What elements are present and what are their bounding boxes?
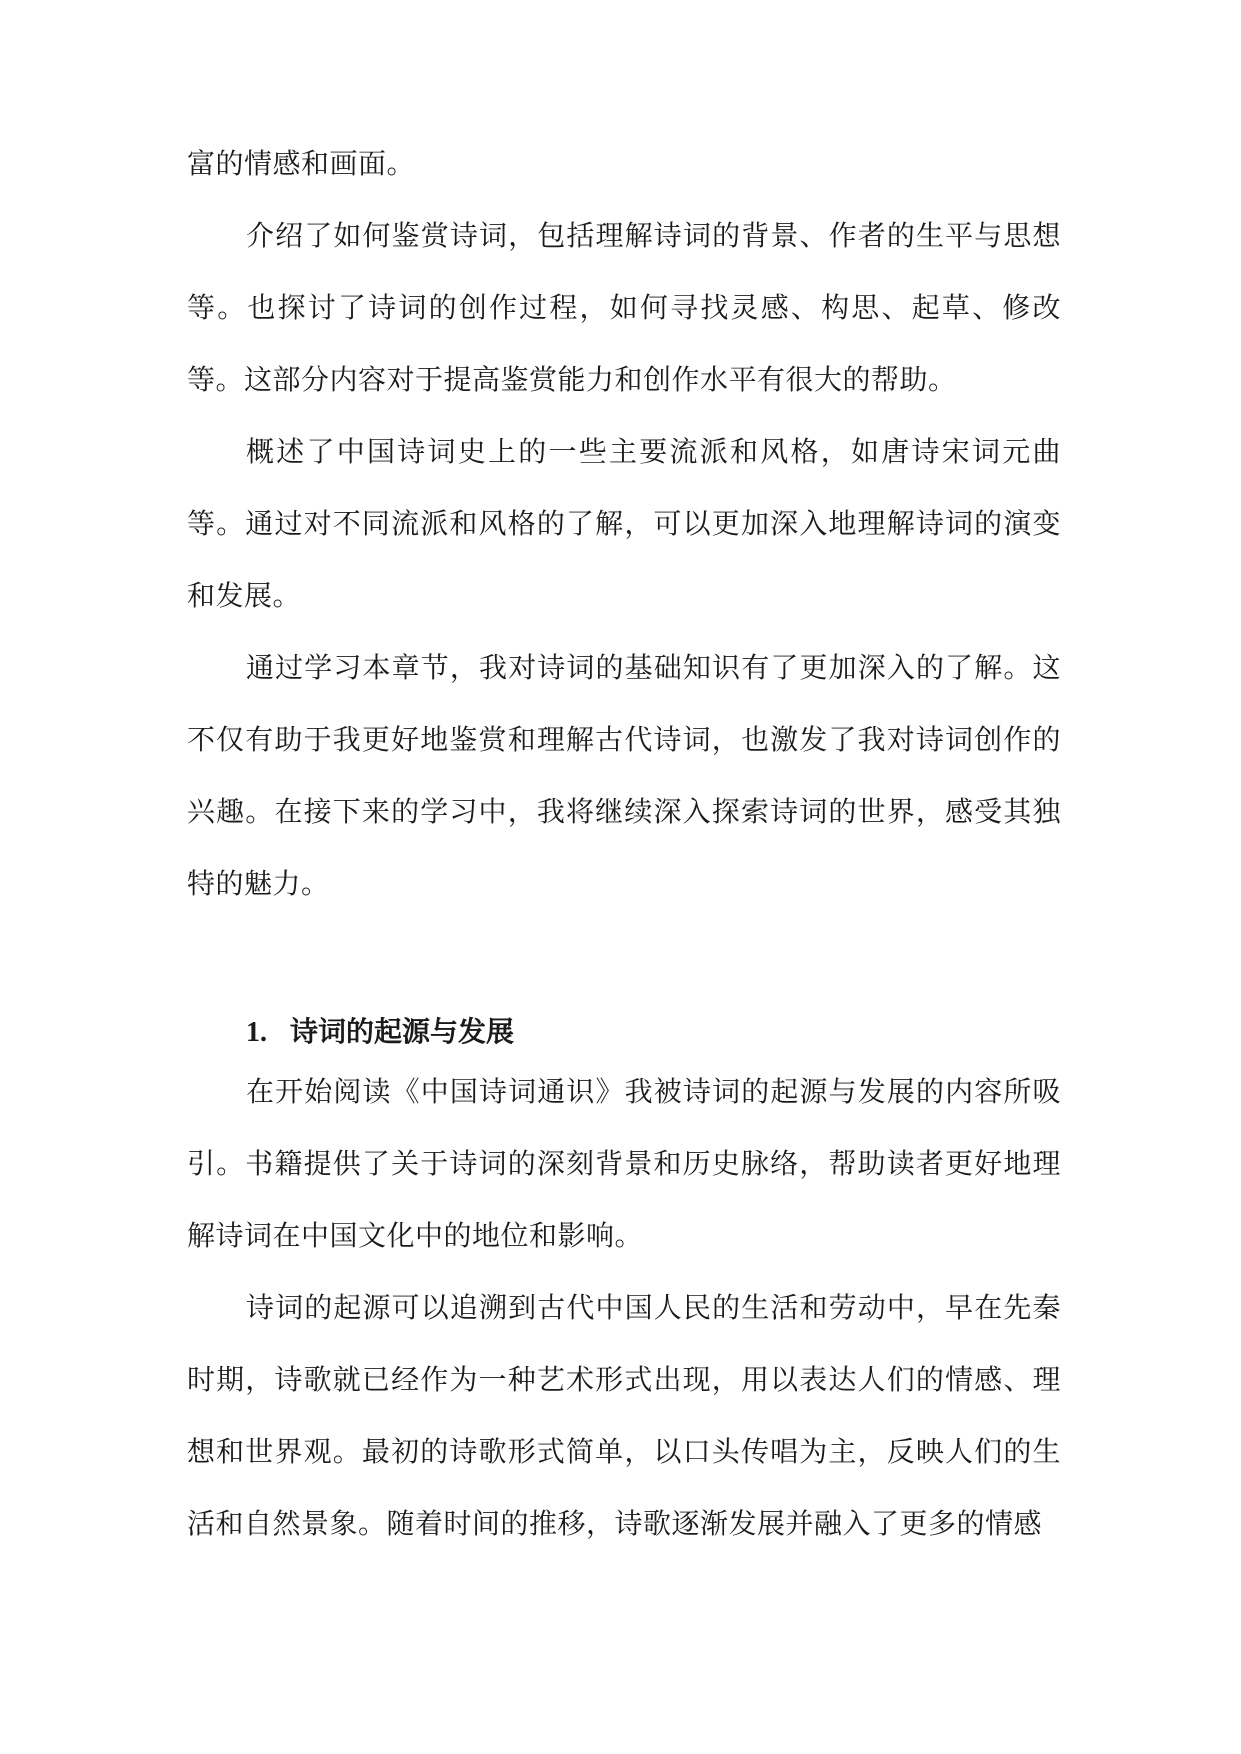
paragraph-reading-intro: 在开始阅读《中国诗词通识》我被诗词的起源与发展的内容所吸引。书籍提供了关于诗词的深刻背景和历史脉络，帮助读者更好地理解诗词在中国文化中的地位和影响。: [187, 1075, 1061, 1252]
section-heading: [246, 1008, 514, 1057]
paragraph-schools-styles: 概述了中国诗词史上的一些主要流派和风格，如唐诗宋词元曲等。通过对不同流派和风格的了解，可以更加深入地理解诗词的演变和发展。: [187, 435, 1061, 612]
section-title: 诗词的起源与发展: [290, 1015, 515, 1048]
paragraph-origins: 诗词的起源可以追溯到古代中国人民的生活和劳动中，早在先秦时期，诗歌就已经作为一种艺术形式出现，用以表达人们的情感、理想和世界观。最初的诗歌形式简单，以口头传唱为主，反映人们的生活和自然景象。随着时间的推移，诗歌逐渐发展并融入了更多的情感: [187, 1291, 1061, 1540]
section-number: 1.: [246, 1017, 267, 1048]
paragraph-chapter-reflection: 通过学习本章节，我对诗词的基础知识有了更加深入的了解。这不仅有助于我更好地鉴赏和理解古代诗词，也激发了我对诗词创作的兴趣。在接下来的学习中，我将继续深入探索诗词的世界，感受其独特的魅力。: [187, 651, 1061, 900]
paragraph-appreciation: 介绍了如何鉴赏诗词，包括理解诗词的背景、作者的生平与思想等。也探讨了诗词的创作过程，如何寻找灵感、构思、起草、修改等。这部分内容对于提高鉴赏能力和创作水平有很大的帮助。: [187, 219, 1061, 396]
continuation-paragraph: 富的情感和画面。: [187, 147, 416, 180]
